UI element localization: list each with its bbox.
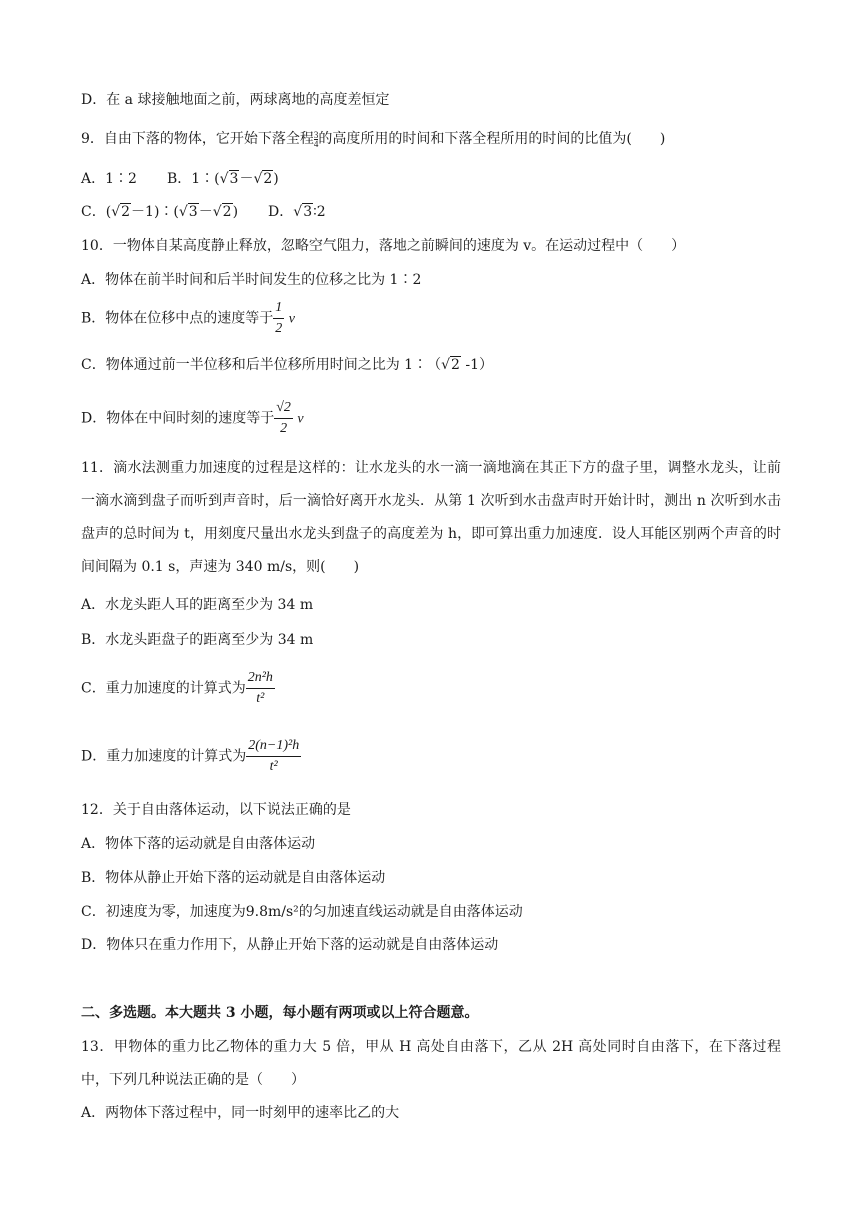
q12-option-b: B．物体从静止开始下落的运动就是自由落体运动 <box>81 870 386 886</box>
q10-option-b: B．物体在位移中点的速度等于 $\frac{1}{2}$ v <box>81 298 295 339</box>
q13-option-a: A．两物体下落过程中，同一时刻甲的速率比乙的大 <box>81 1105 400 1121</box>
q11-stem: 11．滴水法测重力加速度的过程是这样的：让水龙头的水一滴一滴地滴在其正下方的盘子里，调整水龙头，让前一滴水滴到盘子而听到声音时，后一滴恰好离开水龙头．从第 1 次听到水击盘声时开始计时，测出 n 次听到水击盘声的总时间为 t，用刻度尺量出水龙头到盘子的高度差为 h，即可算出重力加速度．设人耳能区别两个声音的时间间隔为 0.1 s，声速为 340 m/s，则( ) <box>81 460 781 575</box>
q9-option-a: A．1∶2 <box>81 171 137 187</box>
q11-option-a: A．水龙头距人耳的距离至少为 34 m <box>81 597 314 613</box>
q9-stem-post: 的高度所用的时间和下落全程所用的时间的比值为( ) <box>318 131 666 147</box>
q12-stem: 12．关于自由落体运动，以下说法正确的是 <box>81 802 351 818</box>
q12-option-c: C．初速度为零，加速度为9.8m/s²的匀加速直线运动就是自由落体运动 <box>81 904 523 920</box>
q10-option-a: A．物体在前半时间和后半时间发生的位移之比为 1∶2 <box>81 272 422 288</box>
q11-c-fraction: $\frac{\text{2n²h}}{\text{t²}}$ <box>247 670 273 706</box>
q9-options-ab <box>81 169 279 189</box>
q11-option-b: B．水龙头距盘子的距离至少为 34 m <box>81 632 314 648</box>
q10-b-fraction: $\frac{1}{2}$ <box>275 300 283 336</box>
q9-stem <box>81 129 665 149</box>
q8-option-d: D．在 a 球接触地面之前，两球离地的高度差恒定 <box>81 92 390 108</box>
q11-option-d: D．重力加速度的计算式为 $\frac{\text{2(n−1)²h}}{\text{t²}}$ <box>81 736 301 777</box>
q9-option-b: B．1∶(√3－√2) <box>166 171 279 187</box>
q12-option-a: A．物体下落的运动就是自由落体运动 <box>81 836 316 852</box>
section-2-title: 二、多选题。本大题共 3 小题，每小题有两项或以上符合题意。 <box>81 1005 479 1021</box>
q9-options-cd <box>81 202 326 222</box>
q9-stem-pre: 9．自由下落的物体，它开始下落全程 <box>81 131 314 147</box>
q10-option-c: C．物体通过前一半位移和后半位移所用时间之比为 1∶（√2 -1） <box>81 357 494 373</box>
q11-option-c: C．重力加速度的计算式为 $\frac{\text{2n²h}}{\text{t²}}$ <box>81 668 275 709</box>
q12-option-d: D．物体只在重力作用下，从静止开始下落的运动就是自由落体运动 <box>81 937 499 953</box>
q9-fraction-den: 4 <box>313 138 319 149</box>
q13-stem: 13．甲物体的重力比乙物体的重力大 5 倍，甲从 H 高处自由落下，乙从 2H 高处同时自由落下，在下落过程中，下列几种说法正确的是（ ） <box>81 1039 781 1088</box>
q10-option-d: D．物体在中间时刻的速度等于 $\frac{√2}{2}$ v <box>81 398 304 439</box>
q10-stem: 10．一物体自某高度静止释放，忽略空气阻力，落地之前瞬间的速度为 v。在运动过程中（ ） <box>81 238 686 254</box>
q9-option-d: D．√3∶2 <box>268 204 326 220</box>
q9-fraction-num: 3 <box>313 129 319 140</box>
q10-d-fraction: $\frac{√2}{2}$ <box>276 400 291 436</box>
q9-option-c: C．(√2－1)∶(√3－√2) <box>81 204 239 220</box>
q11-d-fraction: $\frac{\text{2(n−1)²h}}{\text{t²}}$ <box>248 738 300 774</box>
